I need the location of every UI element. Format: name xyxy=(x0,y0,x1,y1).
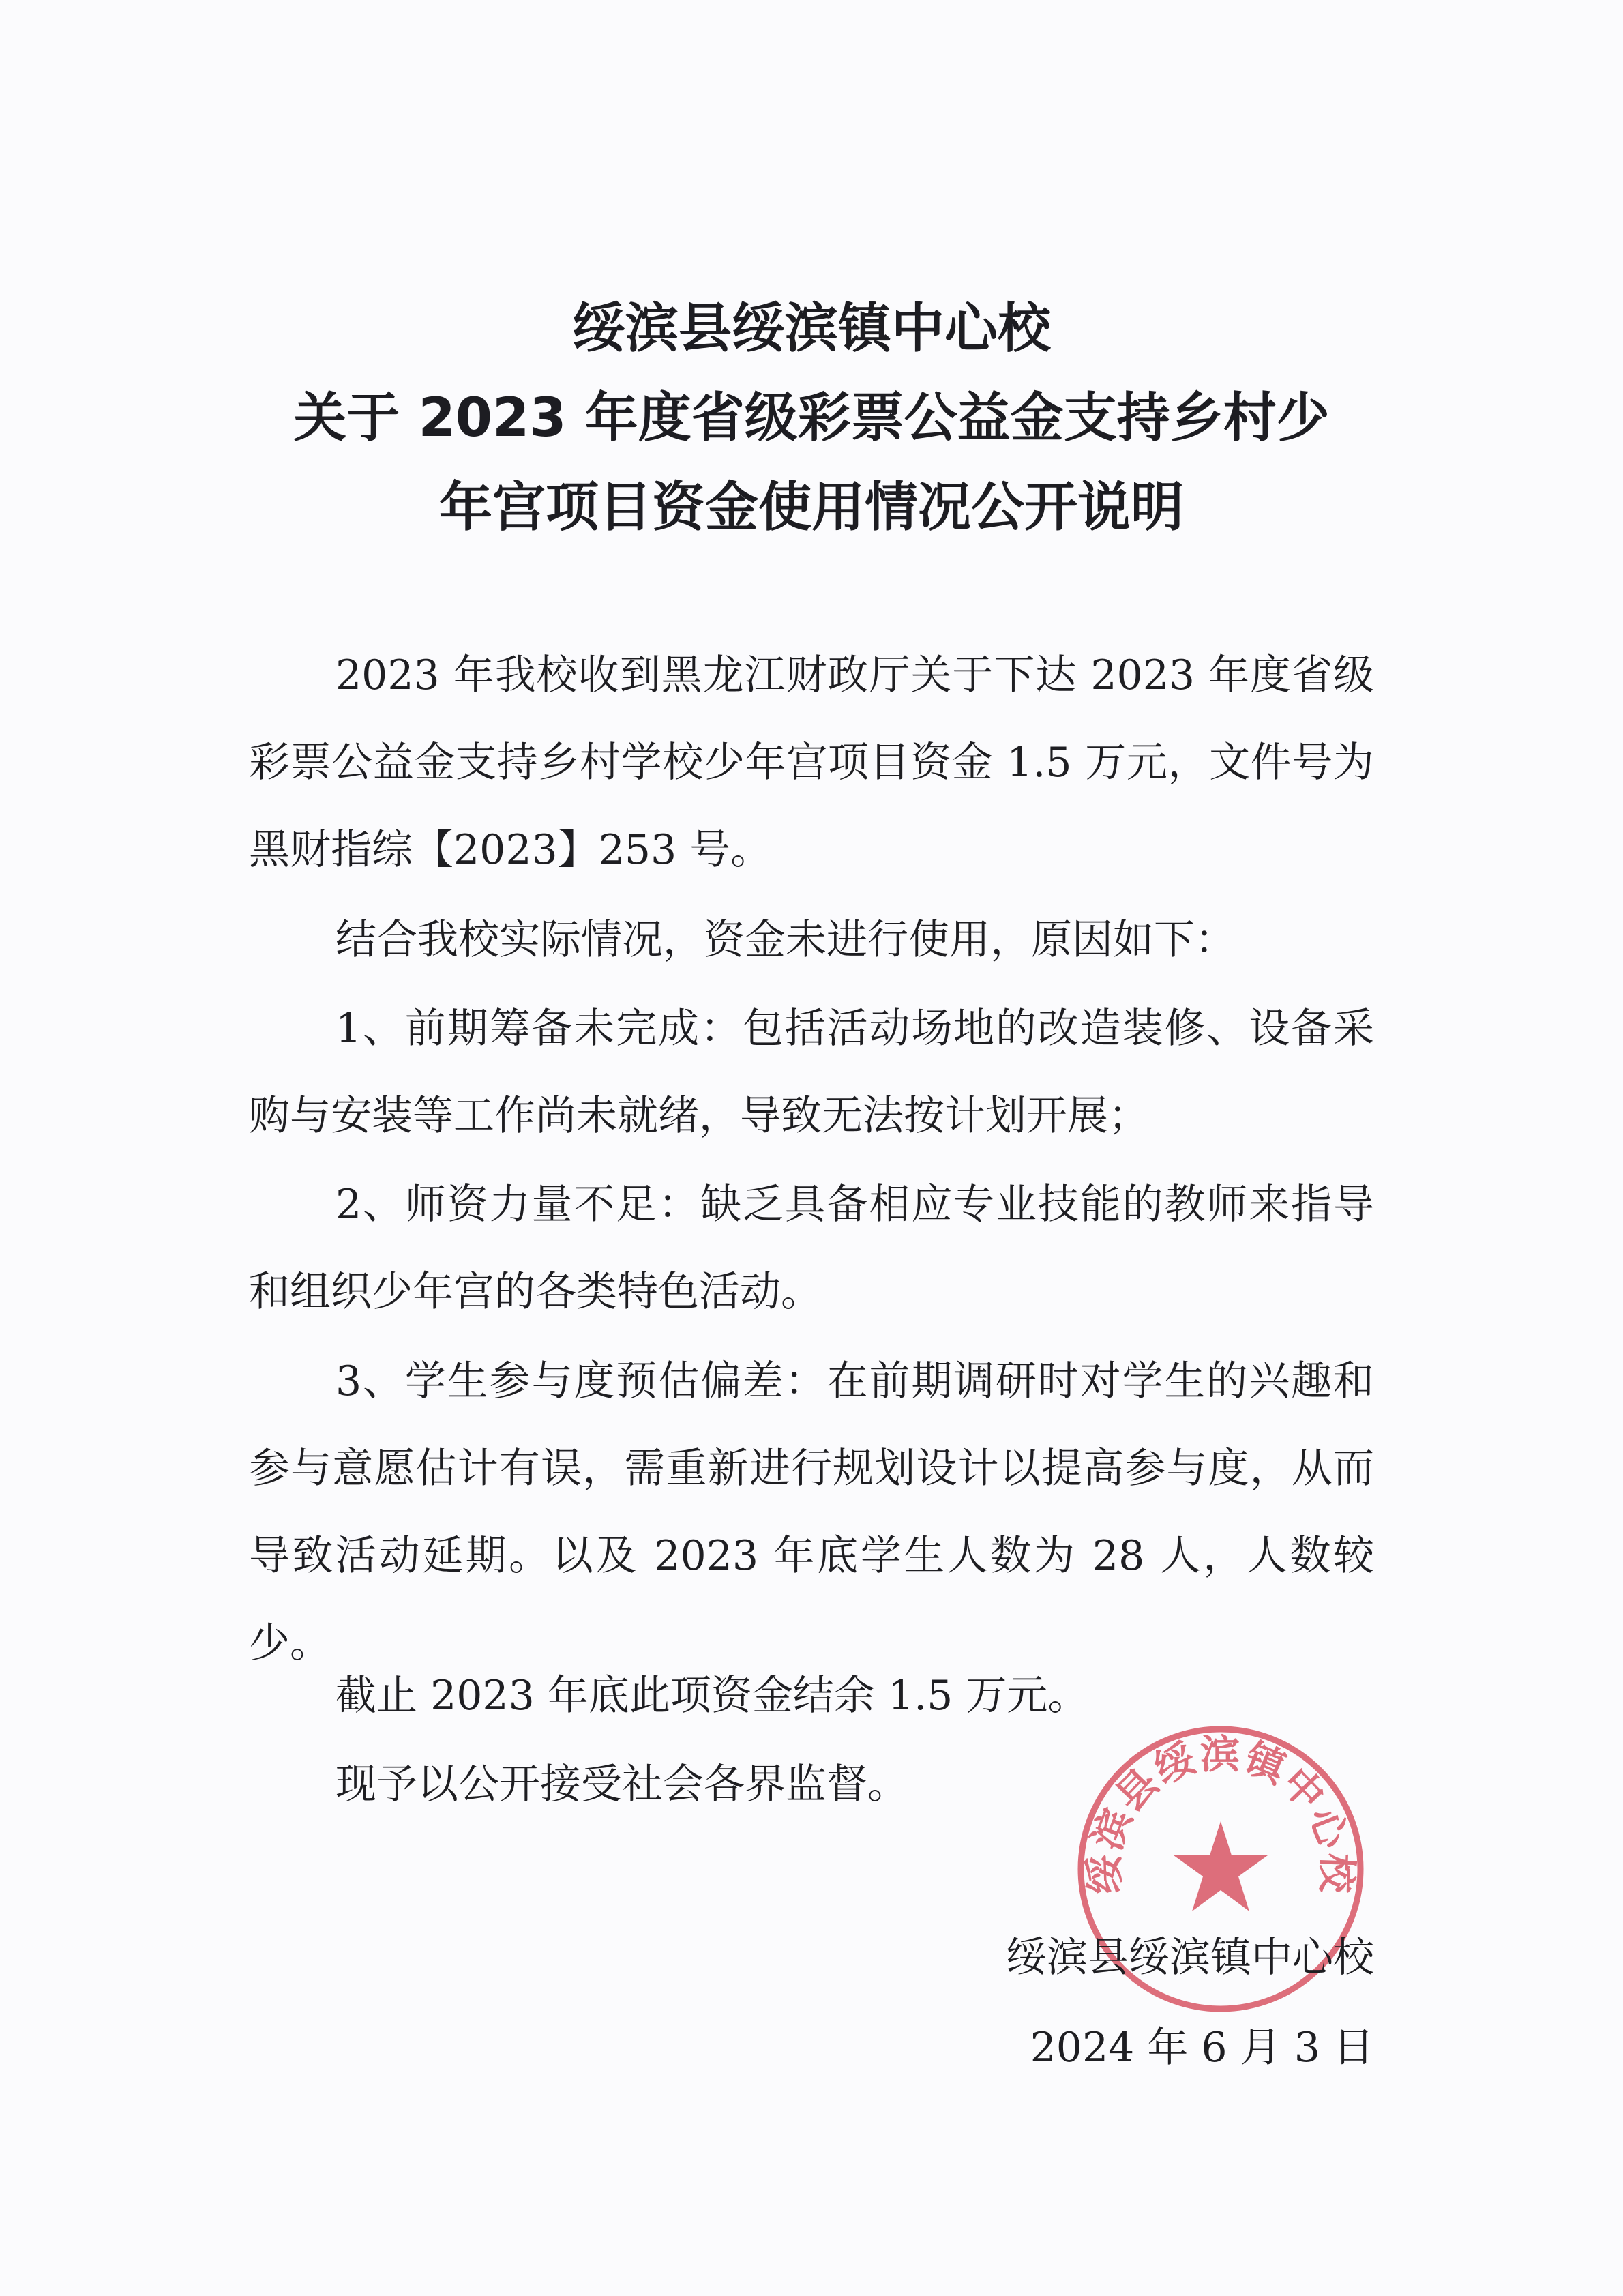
paragraph-funding-received: 2023 年我校收到黑龙江财政厅关于下达 2023 年度省级彩票公益金支持乡村学校少年宫项目资金 1.5 万元，文件号为黑财指综【2023】253 号。 xyxy=(249,651,1374,874)
signature-organization: 绥滨县绥滨镇中心校 xyxy=(1006,1934,1374,1982)
signature-date: 2024 年 6 月 3 日 xyxy=(1030,2024,1374,2072)
paragraph-funds-unused: 结合我校实际情况，资金未进行使用，原因如下： xyxy=(336,916,1236,964)
paragraph-reason-3: 3、学生参与度预估偏差：在前期调研时对学生的兴趣和参与意愿估计有误，需重新进行规划设计以提高参与度，从而导致活动延期。以及 2023 年底学生人数为 28 人，人数较少。 xyxy=(249,1357,1374,1667)
document-title-line-1: 绥滨县绥滨镇中心校 xyxy=(571,298,1051,359)
seal-star-icon xyxy=(1174,1821,1268,1911)
paragraph-reason-2: 2、师资力量不足：缺乏具备相应专业技能的教师来指导和组织少年宫的各类特色活动。 xyxy=(249,1181,1374,1316)
document-title-line-2: 关于 2023 年度省级彩票公益金支持乡村少 xyxy=(293,387,1330,449)
paragraph-balance: 截止 2023 年底此项资金结余 1.5 万元。 xyxy=(336,1672,1089,1720)
paragraph-public-notice: 现予以公开接受社会各界监督。 xyxy=(336,1761,908,1808)
document-title-line-3: 年宫项目资金使用情况公开说明 xyxy=(438,477,1184,538)
seal-lettering: 绥滨县绥滨镇中心校 xyxy=(1081,1731,1360,1896)
paragraph-reason-1: 1、前期筹备未完成：包括活动场地的改造装修、设备采购与安装等工作尚未就绪，导致无法按计划开展； xyxy=(249,1005,1374,1140)
